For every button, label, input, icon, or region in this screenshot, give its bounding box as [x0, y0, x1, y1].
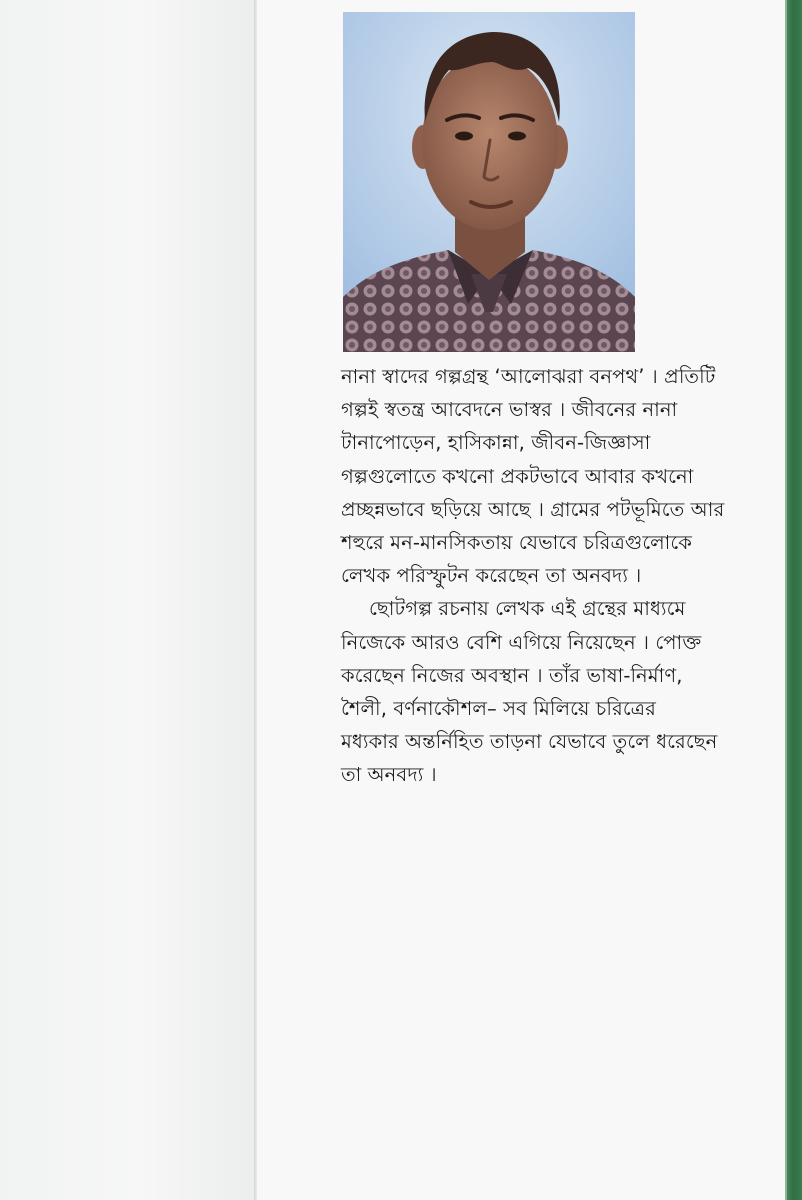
green-cover-edge: [785, 0, 802, 1200]
author-photo: [343, 12, 635, 352]
blurb-line: নানা স্বাদের গল্পগ্রন্থ ‘আলোঝরা বনপথ’ । প্রতিটি: [341, 365, 716, 388]
left-flap-panel: [0, 0, 255, 1200]
blurb-line: লেখক পরিস্ফুটন করেছেন তা অনবদ্য ।: [341, 564, 642, 588]
blurb-line: প্রচ্ছন্নভাবে ছড়িয়ে আছে । গ্রামের পটভূমিতে আর: [341, 497, 725, 521]
blurb-line: তা অনবদ্য ।: [341, 763, 437, 787]
blurb-line: টানাপোড়েন, হাসিকান্না, জীবন-জিজ্ঞাসা: [341, 431, 651, 455]
blurb-line: ছোটগল্প রচনায় লেখক এই গ্রন্থের মাধ্যমে: [369, 597, 686, 621]
blurb-line: শহুরে মন-মানসিকতায় যেভাবে চরিত্রগুলোকে: [341, 530, 693, 554]
blurb-line: গল্পগুলোতে কখনো প্রকটভাবে আবার কখনো: [341, 464, 694, 488]
blurb-line: গল্পই স্বতন্ত্র আবেদনে ভাস্বর । জীবনের নানা: [341, 398, 678, 422]
author-blurb: [341, 360, 771, 791]
author-portrait-illustration: [343, 12, 635, 352]
blurb-line: শৈলী, বর্ণনাকৌশল– সব মিলিয়ে চরিত্রের: [341, 696, 656, 720]
blurb-line: করেছেন নিজের অবস্থান । তাঁর ভাষা-নির্মাণ,: [341, 663, 683, 687]
blurb-line: নিজেকে আরও বেশি এগিয়ে নিয়েছেন । পোক্ত: [341, 630, 702, 654]
blurb-line: মধ্যকার অন্তর্নিহিত তাড়না যেভাবে তুলে ধরেছেন: [341, 730, 718, 754]
